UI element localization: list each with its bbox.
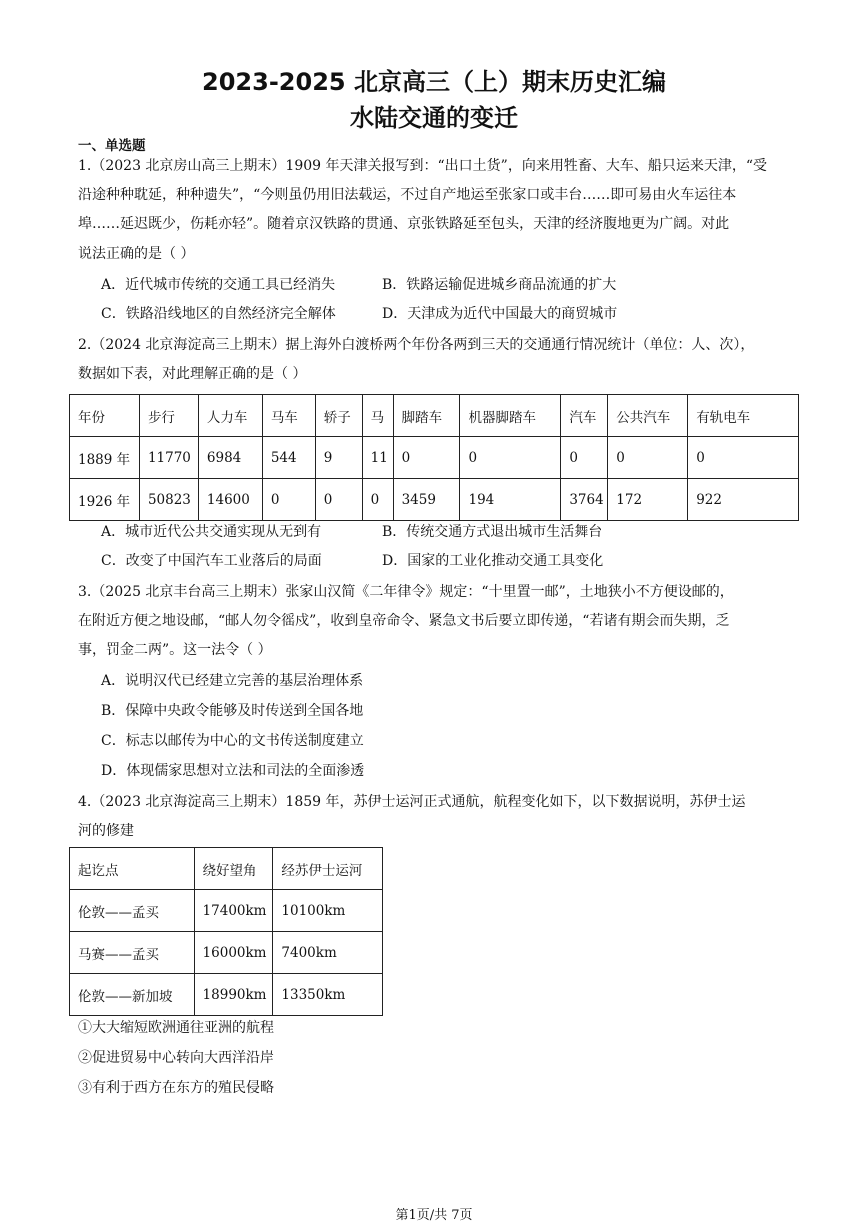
table-row [70, 932, 383, 974]
q2-option-b: B．传统交通方式退出城市生活舞台 [382, 524, 603, 540]
table-cell: 14600 [198, 479, 262, 521]
table-row [70, 890, 383, 932]
table-cell: 16000km [194, 932, 273, 974]
table-header-row [70, 395, 799, 437]
table-cell: 0 [393, 437, 460, 479]
q3-option-a: A．说明汉代已经建立完善的基层治理体系 [101, 673, 364, 689]
q4-statement-3: ③有利于西方在东方的殖民侵略 [78, 1080, 274, 1096]
table-cell: 马赛——孟买 [70, 932, 195, 974]
q3-stem-line: 3.（2025 北京丰台高三上期末）张家山汉简《二年律令》规定：“十里置一邮”，土地狭小不方便设邮的， [78, 584, 734, 600]
page-number: 第1页/共 7页 [395, 1208, 473, 1223]
q2-option-c: C．改变了中国汽车工业落后的局面 [101, 553, 322, 569]
table-header-cell: 步行 [139, 395, 198, 437]
q1-stem-line: 沿途种种耽延，种种遗失”，“今则虽仍用旧法载运，不过自产地运至张家口或丰台……即可易由火车运往本 [78, 187, 737, 203]
table-header-cell: 公共汽车 [608, 395, 688, 437]
q4-stem-line: 4.（2023 北京海淀高三上期末）1859 年，苏伊士运河正式通航，航程变化如下，以下数据说明，苏伊士运 [78, 794, 746, 810]
table-header-cell: 汽车 [561, 395, 608, 437]
table-cell: 194 [460, 479, 561, 521]
table-header-cell: 有轨电车 [688, 395, 799, 437]
q3-stem-line: 事，罚金二两”。这一法令（ ） [78, 642, 272, 658]
table-cell: 17400km [194, 890, 273, 932]
table-cell: 13350km [273, 974, 383, 1016]
q1-option-d: D．天津成为近代中国最大的商贸城市 [382, 306, 618, 322]
q4-statement-1: ①大大缩短欧洲通往亚洲的航程 [78, 1020, 274, 1036]
table-header-cell: 经苏伊士运河 [273, 848, 383, 890]
table-header-cell: 年份 [70, 395, 140, 437]
table-cell: 18990km [194, 974, 273, 1016]
table-cell: 0 [561, 437, 608, 479]
table-cell: 1889 年 [70, 437, 140, 479]
table-cell: 0 [362, 479, 393, 521]
table-cell: 544 [262, 437, 315, 479]
table-header-cell: 绕好望角 [194, 848, 273, 890]
table-header-cell: 马 [362, 395, 393, 437]
table-cell: 7400km [273, 932, 383, 974]
q4-stem-line: 河的修建 [78, 823, 134, 839]
page-title: 2023-2025 北京高三（上）期末历史汇编 [202, 68, 666, 96]
table-cell: 11 [362, 437, 393, 479]
q1-stem-line: 说法正确的是（ ） [78, 246, 195, 262]
table-row [70, 974, 383, 1016]
table-cell: 0 [460, 437, 561, 479]
table-header-row [70, 848, 383, 890]
table-header-cell: 马车 [262, 395, 315, 437]
q2-option-a: A．城市近代公共交通实现从无到有 [101, 524, 322, 540]
q2-stem-line: 数据如下表，对此理解正确的是（ ） [78, 366, 307, 382]
q3-option-d: D．体现儒家思想对立法和司法的全面渗透 [101, 763, 365, 779]
table-header-cell: 脚踏车 [393, 395, 460, 437]
table-header-cell: 轿子 [315, 395, 362, 437]
q1-option-b: B．铁路运输促进城乡商品流通的扩大 [382, 277, 617, 293]
table-cell: 0 [608, 437, 688, 479]
table-cell: 50823 [139, 479, 198, 521]
table-cell: 3459 [393, 479, 460, 521]
table-cell: 0 [262, 479, 315, 521]
table-cell: 伦敦——孟买 [70, 890, 195, 932]
q2-stem-line: 2.（2024 北京海淀高三上期末）据上海外白渡桥两个年份各两到三天的交通通行情况统计（单位：人、次）， [78, 337, 755, 353]
route-distance-table [69, 847, 383, 1016]
page-subtitle: 水陆交通的变迁 [350, 104, 518, 132]
table-cell: 伦敦——新加坡 [70, 974, 195, 1016]
q3-option-c: C．标志以邮传为中心的文书传送制度建立 [101, 733, 364, 749]
table-cell: 3764 [561, 479, 608, 521]
q4-statement-2: ②促进贸易中心转向大西洋沿岸 [78, 1050, 274, 1066]
table-header-cell: 起讫点 [70, 848, 195, 890]
q1-stem-line: 1.（2023 北京房山高三上期末）1909 年天津关报写到：“出口土货”，向来用牲畜、大车、船只运来天津，“受 [78, 158, 767, 174]
q2-option-d: D．国家的工业化推动交通工具变化 [382, 553, 604, 569]
q1-option-c: C．铁路沿线地区的自然经济完全解体 [101, 306, 336, 322]
table-cell: 1926 年 [70, 479, 140, 521]
table-header-cell: 机器脚踏车 [460, 395, 561, 437]
table-cell: 10100km [273, 890, 383, 932]
table-cell: 0 [688, 437, 799, 479]
table-header-cell: 人力车 [198, 395, 262, 437]
table-cell: 0 [315, 479, 362, 521]
table-cell: 11770 [139, 437, 198, 479]
traffic-table [69, 394, 799, 521]
table-cell: 922 [688, 479, 799, 521]
table-cell: 9 [315, 437, 362, 479]
q3-option-b: B．保障中央政令能够及时传送到全国各地 [101, 703, 364, 719]
table-cell: 6984 [198, 437, 262, 479]
table-cell: 172 [608, 479, 688, 521]
table-row [70, 479, 799, 521]
q1-option-a: A．近代城市传统的交通工具已经消失 [101, 277, 336, 293]
q3-stem-line: 在附近方便之地设邮，“邮人勿令徭戍”，收到皇帝命令、紧急文书后要立即传递，“若诸有期会而失期，乏 [78, 613, 730, 629]
q1-stem-line: 埠……延迟既少，伤耗亦轻”。随着京汉铁路的贯通、京张铁路延至包头，天津的经济腹地更为广阔。对此 [78, 216, 730, 232]
table-row [70, 437, 799, 479]
section-heading: 一、单选题 [78, 138, 146, 154]
